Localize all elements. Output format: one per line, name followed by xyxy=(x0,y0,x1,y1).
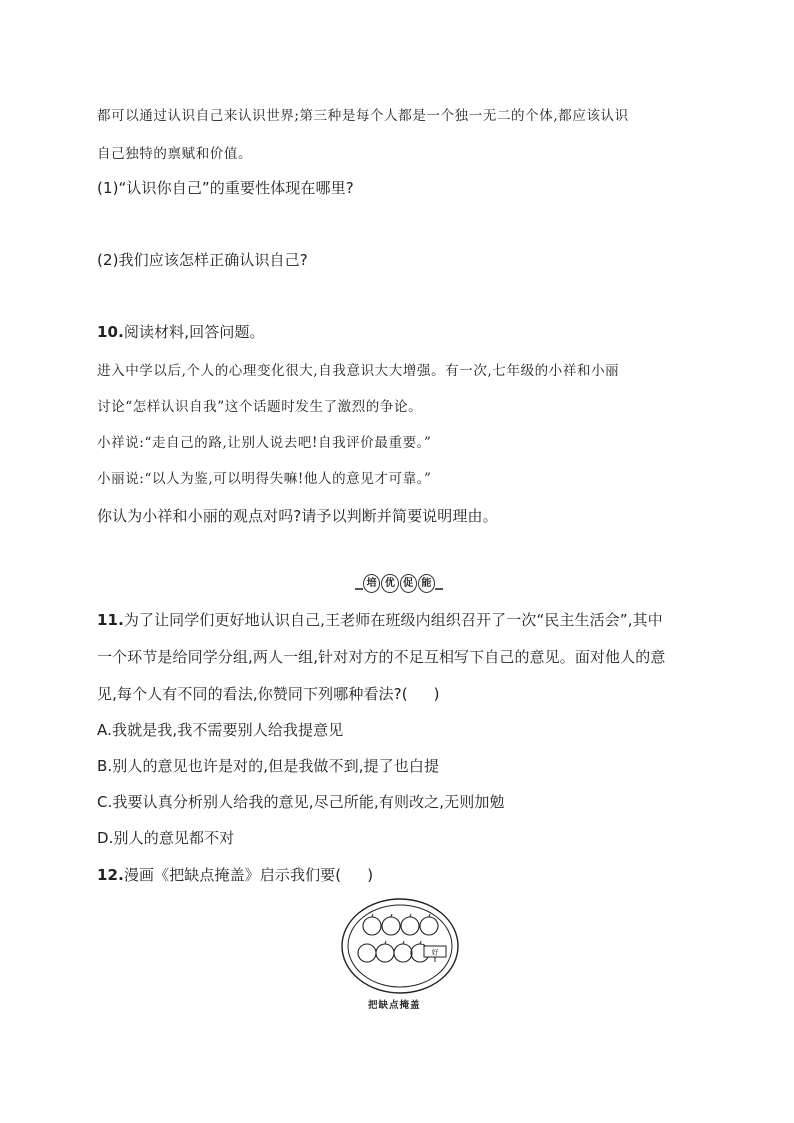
price-sign-text: 好 xyxy=(431,948,439,957)
orange xyxy=(382,917,400,935)
material-line: 小丽说:“以人为鉴,可以明得失嘛!他人的意见才可靠。” xyxy=(97,471,432,487)
question-number: 11. xyxy=(97,611,124,629)
question-10-heading xyxy=(97,321,265,342)
section-banner xyxy=(355,571,443,595)
option-a: A.我就是我,我不需要别人给我提意见 xyxy=(97,721,344,739)
option-c: C.我要认真分析别人给我的意见,尽己所能,有则改之,无则加勉 xyxy=(97,793,505,811)
passage-line: 都可以通过认识自己来认识世界;第三种是每个人都是一个独一无二的个体,都应该认识 xyxy=(97,108,629,124)
banner-char: 促 xyxy=(400,574,417,593)
cartoon-plate-of-oranges xyxy=(340,896,460,996)
cartoon-caption: 把缺点掩盖 xyxy=(368,1000,421,1011)
question-text: 阅读材料,回答问题。 xyxy=(123,323,265,341)
question-11-line: 一个环节是给同学分组,两人一组,针对对方的不足互相写下自己的意见。面对他人的意 xyxy=(97,648,666,666)
paren-close: ) xyxy=(367,866,374,884)
question-12-line xyxy=(97,864,373,885)
banner-char: 能 xyxy=(418,574,435,593)
orange xyxy=(401,917,419,935)
material-line: 讨论“怎样认识自我”这个话题时发生了激烈的争论。 xyxy=(97,399,423,415)
oranges-bottom-row xyxy=(358,944,429,962)
paren-close: ) xyxy=(433,685,440,703)
question-number: 12. xyxy=(97,866,124,884)
orange xyxy=(358,944,376,962)
option-b: B.别人的意见也许是对的,但是我做不到,提了也白提 xyxy=(97,757,440,775)
material-line: 小祥说:“走自己的路,让别人说去吧!自我评价最重要。” xyxy=(97,435,432,451)
question-text: 见,每个人有不同的看法,你赞同下列哪种看法?( xyxy=(97,685,408,703)
orange xyxy=(363,917,381,935)
sub-question-1: (1)“认识你自己”的重要性体现在哪里? xyxy=(97,179,354,197)
banner-char: 优 xyxy=(381,574,398,593)
question-prompt: 你认为小祥和小丽的观点对吗?请予以判断并简要说明理由。 xyxy=(97,507,498,525)
sub-question-2: (2)我们应该怎样正确认识自己? xyxy=(97,251,308,269)
question-11-line xyxy=(97,609,663,630)
orange xyxy=(376,944,394,962)
orange xyxy=(420,917,438,935)
option-d: D.别人的意见都不对 xyxy=(97,829,235,847)
oranges-top-row xyxy=(363,917,438,935)
banner-badges xyxy=(363,574,435,592)
orange xyxy=(394,944,412,962)
question-number: 10. xyxy=(97,323,124,341)
passage-line: 自己独特的禀赋和价值。 xyxy=(97,146,253,162)
question-text: 漫画《把缺点掩盖》启示我们要( xyxy=(123,866,342,884)
material-line: 进入中学以后,个人的心理变化很大,自我意识大大增强。有一次,七年级的小祥和小丽 xyxy=(97,363,620,379)
question-11-line xyxy=(97,683,440,704)
question-text: 为了让同学们更好地认识自己,王老师在班级内组织召开了一次“民主生活会”,其中 xyxy=(123,611,663,629)
banner-char: 培 xyxy=(363,574,380,593)
